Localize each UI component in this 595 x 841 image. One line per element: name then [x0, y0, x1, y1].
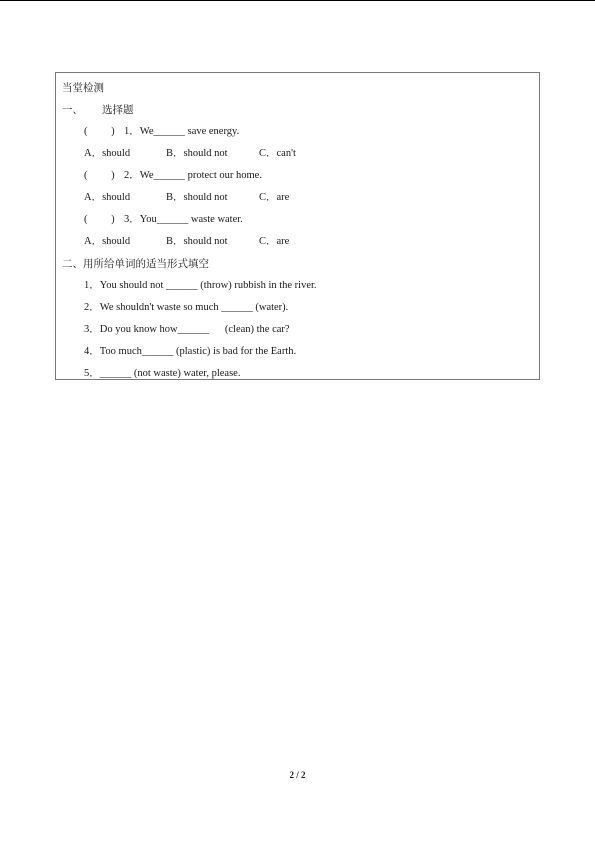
question-1-option-b: B．should not: [166, 148, 228, 159]
question-3-option-b: B．should not: [166, 236, 228, 247]
question-2-option-c: C．are: [259, 192, 290, 203]
fill-item-2: 2．We shouldn't waste so much ______ (water).: [84, 302, 289, 313]
fill-item-5: 5．______ (not waste) water, please.: [84, 368, 241, 379]
question-1-option-a: A．should: [84, 148, 131, 159]
question-2-option-b: B．should not: [166, 192, 228, 203]
question-2-text: 2．We______ protect our home.: [124, 170, 262, 181]
header-rule: [0, 0, 595, 1]
part1-number: 一、: [62, 104, 83, 116]
part2-title: 二、用所给单词的适当形式填空: [62, 258, 209, 270]
question-3-option-c: C．are: [259, 236, 290, 247]
part1-title: 选择题: [102, 104, 134, 116]
exercise-box: [55, 72, 540, 380]
question-3-text: 3．You______ waste water.: [124, 214, 243, 225]
section-title: 当堂检测: [62, 82, 104, 94]
question-3-option-a: A．should: [84, 236, 131, 247]
question-3-paren: ( ): [84, 214, 115, 225]
question-1-text: 1．We______ save energy.: [124, 126, 240, 137]
question-1-option-c: C．can't: [259, 148, 296, 159]
fill-item-3: 3．Do you know how______ (clean) the car?: [84, 324, 290, 335]
fill-item-4: 4．Too much______ (plastic) is bad for the Earth.: [84, 346, 297, 357]
question-1-paren: ( ): [84, 126, 115, 137]
page-number: 2 / 2: [289, 770, 306, 780]
fill-item-1: 1．You should not ______ (throw) rubbish in the river.: [84, 280, 317, 291]
question-2-paren: ( ): [84, 170, 115, 181]
question-2-option-a: A．should: [84, 192, 131, 203]
